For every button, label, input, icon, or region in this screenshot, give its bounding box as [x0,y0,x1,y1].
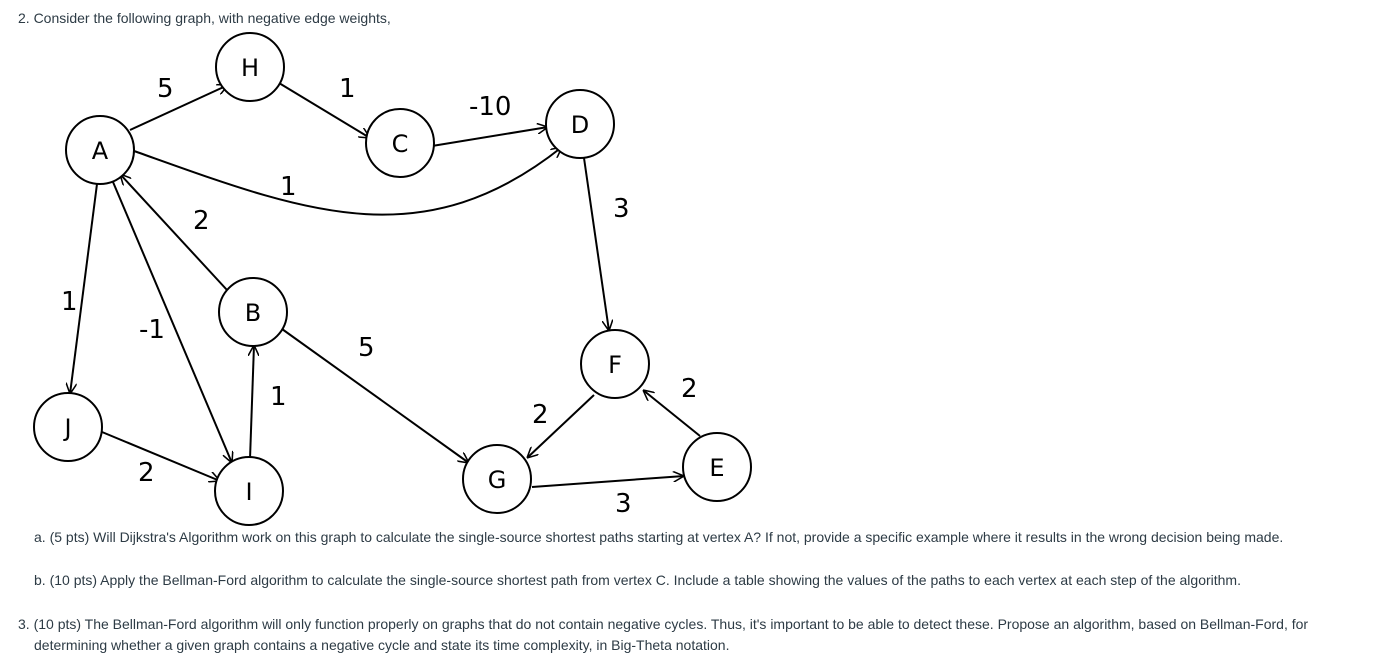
node-h-label: H [240,54,260,82]
question-2-intro: 2. Consider the following graph, with negative edge weights, [18,10,391,26]
node-j [34,393,102,461]
edge-h-c [279,83,370,138]
edge-label-j-i: 2 [138,458,155,488]
node-e-label: E [709,454,725,482]
question-3-line-2: determining whether a given graph contains a negative cycle and state its time complexity, in Big-Theta notation. [34,637,730,653]
edge-a-d [134,147,562,215]
edge-b-a [120,174,227,290]
edge-label-b-g: 5 [358,333,375,363]
node-e [683,433,751,501]
node-d-label: D [570,111,590,139]
edge-label-c-d: -10 [469,92,512,122]
node-f-label: F [608,351,622,379]
edge-g-e [532,476,684,487]
edge-label-b-a: 2 [193,206,210,236]
edge-b-g [282,329,469,463]
edge-label-d-f: 3 [613,194,630,224]
node-h [216,33,284,101]
node-g-label: G [487,466,507,494]
node-b [219,278,287,346]
edge-a-h [130,85,228,130]
question-3-line-1: 3. (10 pts) The Bellman-Ford algorithm will only function properly on graphs that do not contain negative cycles. Thus, it's important to be able to detect these. Propose an algorithm, based on Bellman-Ford, for [18,616,1309,632]
edge-j-i [102,432,220,481]
edge-label-a-i: -1 [139,315,165,345]
node-c [366,109,434,177]
node-f [581,330,649,398]
node-j-label: J [64,414,72,442]
node-d [546,90,614,158]
edge-i-b [250,345,254,459]
edge-label-a-h: 5 [157,74,174,104]
edge-label-h-c: 1 [339,74,356,104]
question-3 [18,614,1358,656]
node-i-label: I [245,478,253,506]
edge-label-e-f: 2 [681,374,698,404]
node-b-label: B [244,299,262,327]
edge-label-i-b: 1 [270,382,287,412]
node-c-label: C [391,130,409,158]
node-i [215,457,283,525]
edge-label-g-e: 3 [615,489,632,519]
edge-c-d [432,127,548,146]
edge-label-a-j: 1 [61,287,78,317]
node-a-label: A [91,137,109,165]
node-g [463,445,531,513]
edge-label-a-d: 1 [280,172,297,202]
edge-d-f [584,158,609,331]
edge-a-i [113,182,232,463]
node-a [66,116,134,184]
question-2-part-a: a. (5 pts) Will Dijkstra's Algorithm work on this graph to calculate the single-source shortest paths starting at vertex A? If not, provide a specific example where it results in the wrong decision being made. [34,529,1284,545]
question-2-part-b: b. (10 pts) Apply the Bellman-Ford algorithm to calculate the single-source shortest path from vertex C. Include a table showing the values of the paths to each vertex at each step of the algorithm. [34,572,1241,588]
edge-label-f-g: 2 [532,400,549,430]
